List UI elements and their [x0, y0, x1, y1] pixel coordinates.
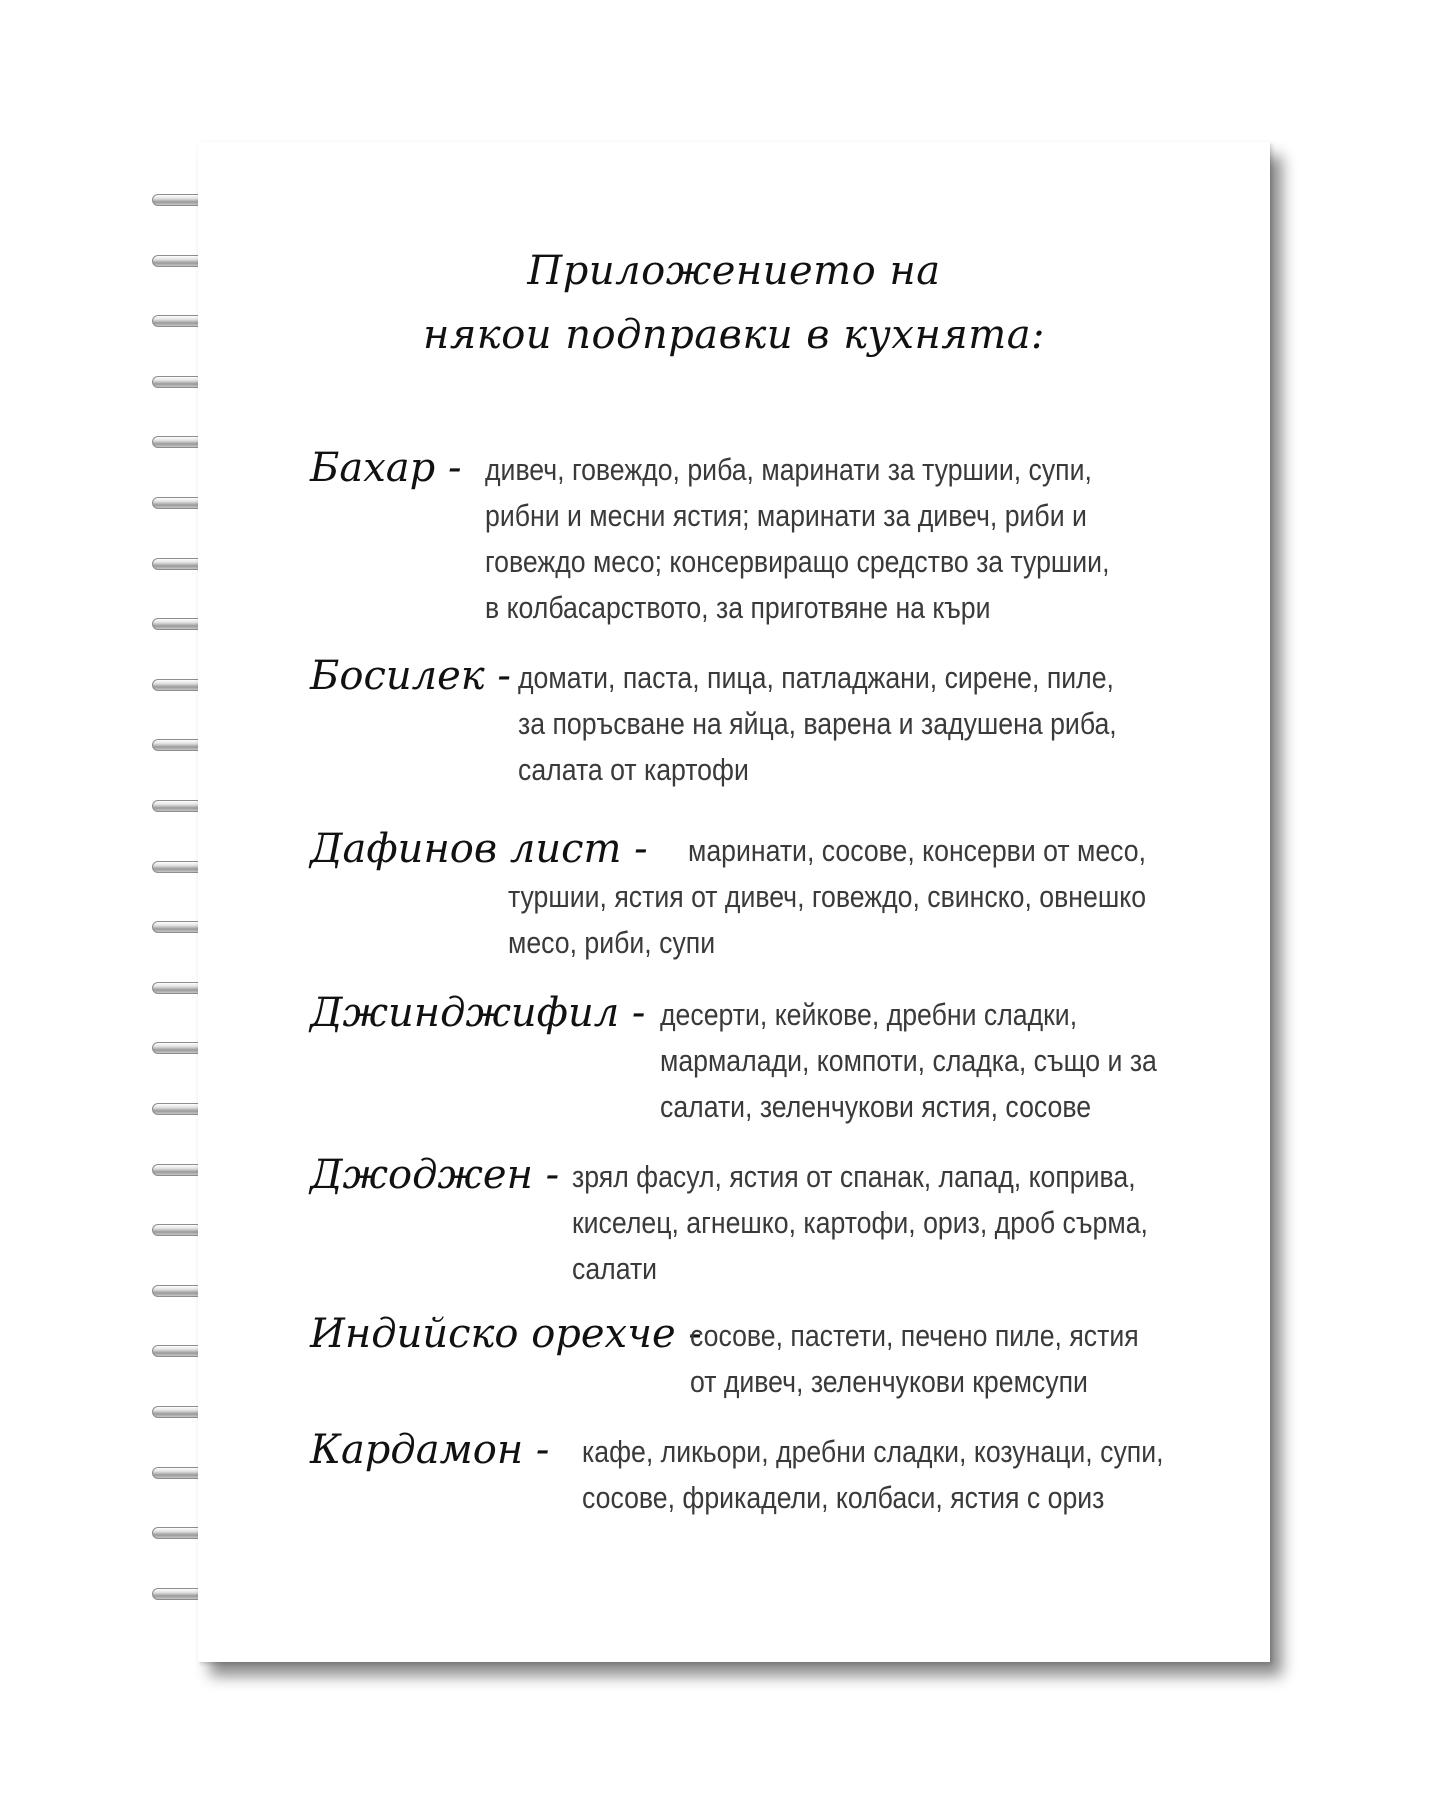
- spice-usage-line: рибни и месни ястия; маринати за дивеч, риби и: [485, 498, 1087, 533]
- spice-name: Босилек -: [310, 653, 511, 699]
- spice-usage-line: салати: [572, 1251, 658, 1286]
- spice-usage-line: туршии, ястия от дивеч, говеждо, свинско, овнешко: [508, 879, 1147, 914]
- spice-name: Джоджен -: [310, 1152, 560, 1198]
- spice-usage-line: за поръсване на яйца, варена и задушена риба,: [518, 706, 1117, 741]
- spice-name: Бахар -: [310, 445, 462, 491]
- spice-usage-line: кафе, ликьори, дребни сладки, козунаци, супи,: [582, 1434, 1164, 1469]
- spice-usage-line: маринати, сосове, консерви от месо,: [688, 833, 1147, 868]
- spice-usage-line: месо, риби, супи: [508, 925, 716, 960]
- spice-usage-line: сосове, фрикадели, колбаси, ястия с ориз: [582, 1480, 1105, 1515]
- spice-usage-line: домати, паста, пица, патладжани, сирене, пиле,: [518, 660, 1114, 695]
- spice-name: Индийско орехче -: [310, 1311, 702, 1357]
- spice-usage-line: мармалади, компоти, сладка, също и за: [660, 1043, 1157, 1078]
- spice-usage-line: от дивеч, зеленчукови кремсупи: [690, 1364, 1088, 1399]
- spice-name: Дафинов лист -: [310, 826, 648, 872]
- spice-name: Джинджифил -: [310, 990, 646, 1036]
- spice-usage-line: киселец, агнешко, картофи, ориз, дроб сърма,: [572, 1205, 1148, 1240]
- spice-usage-line: салати, зеленчукови ястия, сосове: [660, 1089, 1092, 1124]
- page-title-line-1: Приложението на: [527, 248, 941, 294]
- spice-usage-line: десерти, кейкове, дребни сладки,: [660, 997, 1078, 1032]
- spice-usage-line: в колбасарството, за приготвяне на къри: [485, 590, 991, 625]
- spice-usage-line: зрял фасул, ястия от спанак, лапад, коприва,: [572, 1159, 1136, 1194]
- spice-usage-line: салата от картофи: [518, 752, 749, 787]
- spice-usage-line: сосове, пастети, печено пиле, ястия: [690, 1318, 1139, 1353]
- spice-name: Кардамон -: [310, 1427, 550, 1473]
- spice-usage-line: дивеч, говеждо, риба, маринати за туршии, супи,: [485, 452, 1092, 487]
- spice-usage-line: говеждо месо; консервиращо средство за туршии,: [485, 544, 1110, 579]
- page-title-line-2: някои подправки в кухнята:: [422, 312, 1046, 358]
